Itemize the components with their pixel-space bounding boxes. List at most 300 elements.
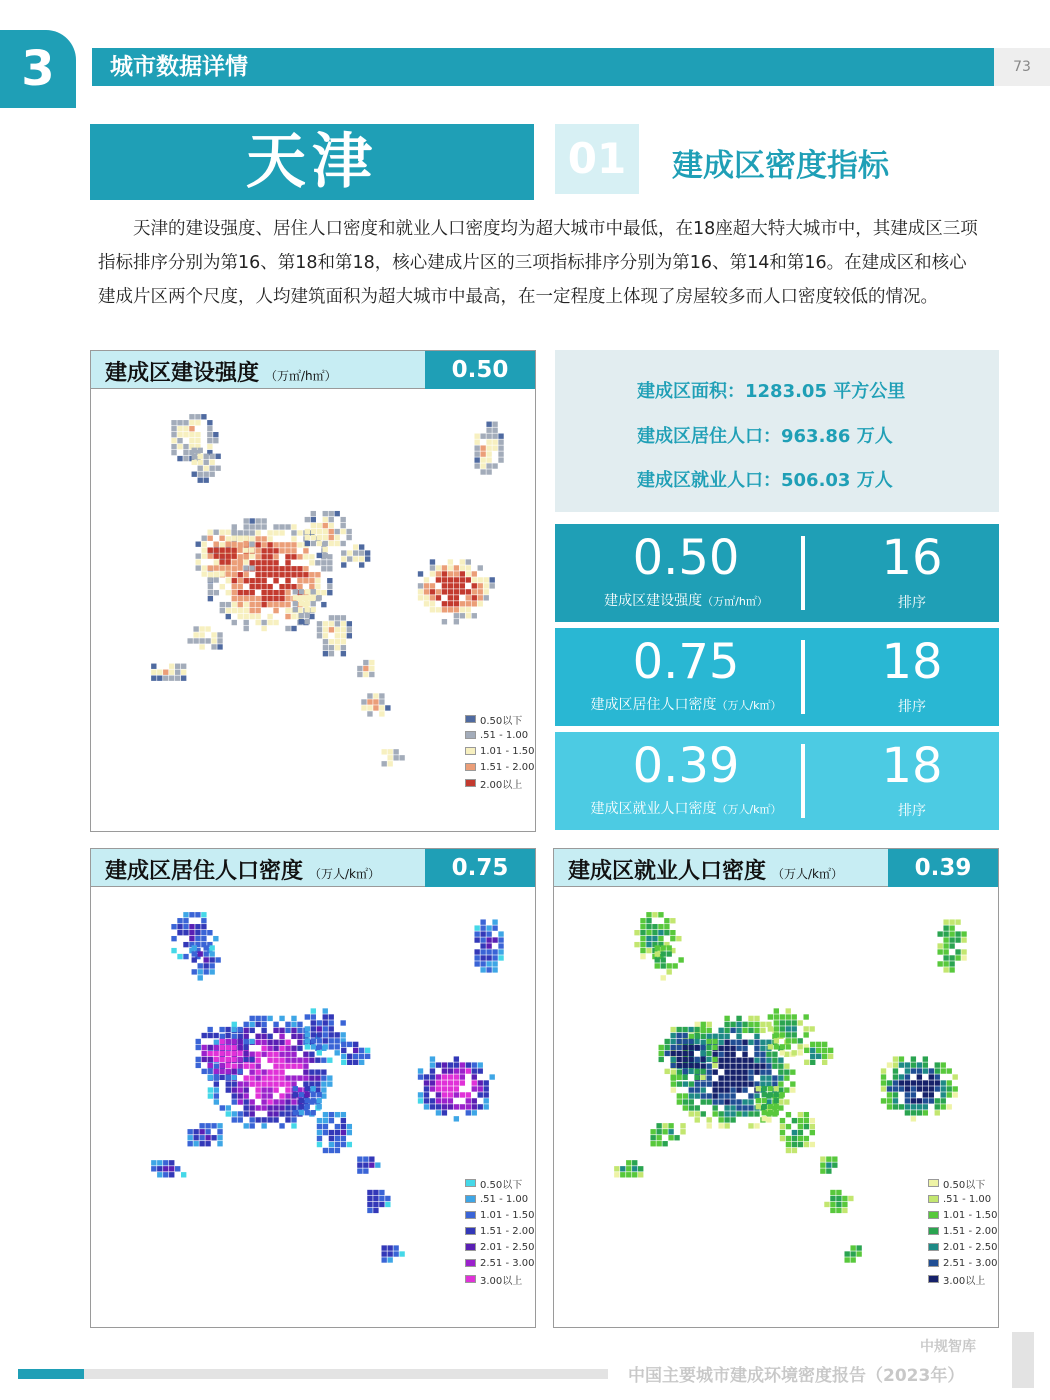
stat-rank-label: 排序 bbox=[898, 699, 926, 715]
legend-label: 1.51 - 2.00 bbox=[943, 1225, 998, 1237]
map-cell bbox=[730, 1052, 735, 1057]
map-cell bbox=[736, 1040, 741, 1045]
map-cell bbox=[196, 542, 201, 547]
map-cell bbox=[232, 1117, 237, 1122]
map-cell bbox=[183, 420, 188, 425]
map-cell bbox=[203, 963, 208, 968]
map-cell bbox=[151, 670, 156, 675]
map-cell bbox=[199, 644, 204, 649]
map-cell bbox=[315, 1081, 320, 1086]
map-cell bbox=[754, 1040, 759, 1045]
map-cell bbox=[231, 1027, 236, 1032]
map-cell bbox=[887, 1080, 892, 1085]
map-cell bbox=[291, 530, 296, 535]
map-cell bbox=[695, 1081, 700, 1086]
map-cell bbox=[341, 651, 346, 656]
map-cell bbox=[309, 1058, 314, 1063]
map-cell bbox=[937, 961, 942, 966]
map-cell bbox=[198, 466, 203, 471]
map-cell bbox=[309, 572, 314, 577]
map-cell bbox=[486, 925, 491, 930]
map-cell bbox=[952, 1086, 957, 1091]
map-cell bbox=[490, 583, 495, 588]
map-cell bbox=[363, 666, 368, 671]
map-cell bbox=[327, 566, 332, 571]
map-cell bbox=[701, 1063, 706, 1068]
map-cell bbox=[273, 542, 278, 547]
map-cell bbox=[237, 1051, 242, 1056]
map-cell bbox=[899, 1074, 904, 1079]
map-cell bbox=[238, 614, 243, 619]
map-cell bbox=[321, 1058, 326, 1063]
map-cell bbox=[196, 1039, 201, 1044]
map-cell bbox=[238, 554, 243, 559]
map-cell bbox=[917, 1098, 922, 1103]
map-cell bbox=[303, 548, 308, 553]
map-cell bbox=[784, 1052, 789, 1057]
map-cell bbox=[830, 1190, 835, 1195]
legend-swatch bbox=[928, 1275, 939, 1283]
map-cell bbox=[670, 1033, 675, 1038]
map-cell bbox=[379, 1202, 384, 1207]
map-cell bbox=[315, 572, 320, 577]
panel-unit: （万人/k㎡） bbox=[772, 867, 844, 881]
map-cell bbox=[238, 596, 243, 601]
map-cell bbox=[472, 613, 477, 618]
legend-swatch bbox=[465, 1275, 476, 1283]
map-cell bbox=[418, 1074, 423, 1079]
map-cell bbox=[238, 530, 243, 535]
map-cell bbox=[317, 523, 322, 528]
map-cell bbox=[798, 1044, 803, 1049]
map-cell bbox=[273, 554, 278, 559]
legend-label: .51 - 1.00 bbox=[943, 1193, 992, 1205]
map-cell bbox=[430, 571, 435, 576]
map-cell bbox=[244, 602, 249, 607]
map-cell bbox=[183, 954, 188, 959]
map-cell bbox=[183, 924, 188, 929]
map-cell bbox=[267, 536, 272, 541]
map-cell bbox=[359, 1054, 364, 1059]
map-cell bbox=[315, 1075, 320, 1080]
map-cell bbox=[822, 1048, 827, 1053]
map-cell bbox=[436, 565, 441, 570]
map-cell bbox=[305, 1086, 310, 1091]
map-cell bbox=[842, 1208, 847, 1213]
map-cell bbox=[196, 1063, 201, 1068]
map-cell bbox=[893, 1086, 898, 1091]
map-cell bbox=[255, 548, 260, 553]
map-cell bbox=[317, 1026, 322, 1031]
map-cell bbox=[472, 1074, 477, 1079]
stat-value: 0.50 bbox=[632, 530, 740, 586]
map-cell bbox=[261, 596, 266, 601]
map-cell bbox=[311, 1038, 316, 1043]
map-cell bbox=[231, 1075, 236, 1080]
map-cell bbox=[238, 1111, 243, 1116]
map-cell bbox=[299, 1104, 304, 1109]
map-cell bbox=[399, 1251, 404, 1256]
map-cell bbox=[215, 466, 220, 471]
map-cell bbox=[718, 1040, 723, 1045]
map-cell bbox=[299, 613, 304, 618]
map-cell bbox=[803, 1014, 808, 1019]
map-cell bbox=[498, 457, 503, 462]
map-cell bbox=[786, 1124, 791, 1129]
map-cell bbox=[379, 705, 384, 710]
map-cell bbox=[303, 1058, 308, 1063]
map-cell bbox=[202, 547, 207, 552]
map-cell bbox=[486, 445, 491, 450]
map-cell bbox=[436, 1074, 441, 1079]
map-cell bbox=[238, 578, 243, 583]
map-cell bbox=[209, 969, 214, 974]
map-cell bbox=[822, 1042, 827, 1047]
map-cell bbox=[688, 1039, 693, 1044]
legend-label: .51 - 1.00 bbox=[480, 729, 529, 741]
map-cell bbox=[492, 433, 497, 438]
map-cell bbox=[311, 523, 316, 528]
map-cell bbox=[786, 1142, 791, 1147]
map-cell bbox=[323, 541, 328, 546]
map-cell bbox=[267, 1111, 272, 1116]
map-cell bbox=[486, 931, 491, 936]
map-cell bbox=[943, 931, 948, 936]
map-cell bbox=[213, 1045, 218, 1050]
legend-swatch bbox=[928, 1179, 939, 1187]
map-cell bbox=[232, 1034, 237, 1039]
map-cell bbox=[171, 924, 176, 929]
map-cell bbox=[780, 1032, 785, 1037]
map-cell bbox=[261, 1046, 266, 1051]
map-cell bbox=[279, 1063, 284, 1068]
map-cell bbox=[232, 1063, 237, 1068]
map-cell bbox=[498, 937, 503, 942]
map-cell bbox=[652, 936, 657, 941]
map-cell bbox=[448, 595, 453, 600]
map-cell bbox=[792, 1136, 797, 1141]
map-cell bbox=[261, 626, 266, 631]
map-cell bbox=[778, 1063, 783, 1068]
map-cell bbox=[273, 1075, 278, 1080]
map-cell bbox=[418, 1092, 423, 1097]
map-cell bbox=[195, 414, 200, 419]
map-cell bbox=[267, 1105, 272, 1110]
map-cell bbox=[201, 930, 206, 935]
map-cell bbox=[724, 1093, 729, 1098]
map-cell bbox=[219, 1063, 224, 1068]
map-cell bbox=[317, 627, 322, 632]
map-cell bbox=[430, 1068, 435, 1073]
map-cell bbox=[273, 1081, 278, 1086]
map-cell bbox=[202, 571, 207, 576]
map-cell bbox=[335, 1044, 340, 1049]
map-cell bbox=[279, 542, 284, 547]
map-cell bbox=[199, 1135, 204, 1140]
map-cell bbox=[279, 566, 284, 571]
map-cell bbox=[893, 1098, 898, 1103]
map-cell bbox=[291, 1099, 296, 1104]
map-cell bbox=[192, 969, 197, 974]
map-cell bbox=[317, 1038, 322, 1043]
built-area: 建成区面积：1283.05 平方公里 bbox=[637, 381, 906, 402]
map-cell bbox=[226, 614, 231, 619]
map-cell bbox=[460, 1104, 465, 1109]
map-cell bbox=[492, 949, 497, 954]
map-cell bbox=[742, 1022, 747, 1027]
map-cell bbox=[171, 432, 176, 437]
map-cell bbox=[311, 1086, 316, 1091]
map-cell bbox=[929, 1080, 934, 1085]
map-cell bbox=[285, 1105, 290, 1110]
panel-value: 0.50 bbox=[425, 351, 535, 389]
map-cell bbox=[357, 1168, 362, 1173]
map-cell bbox=[187, 1141, 192, 1146]
map-cell bbox=[311, 601, 316, 606]
map-cell bbox=[323, 639, 328, 644]
map-cell bbox=[273, 1117, 278, 1122]
map-cell bbox=[949, 961, 954, 966]
map-cell bbox=[293, 595, 298, 600]
map-cell bbox=[205, 1123, 210, 1128]
map-cell bbox=[225, 547, 230, 552]
map-cell bbox=[436, 1092, 441, 1097]
map-cell bbox=[680, 1123, 685, 1128]
map-cell bbox=[202, 553, 207, 558]
map-cell bbox=[460, 577, 465, 582]
map-cell bbox=[730, 1111, 735, 1116]
map-cell bbox=[784, 1063, 789, 1068]
map-cell bbox=[454, 1104, 459, 1109]
map-cell bbox=[947, 1080, 952, 1085]
map-cell bbox=[329, 535, 334, 540]
map-cell bbox=[893, 1080, 898, 1085]
map-cell bbox=[905, 1092, 910, 1097]
map-cell bbox=[742, 1052, 747, 1057]
map-cell bbox=[238, 1093, 243, 1098]
map-cell bbox=[267, 584, 272, 589]
stat-employment bbox=[555, 732, 999, 830]
map-cell bbox=[682, 1063, 687, 1068]
map-cell bbox=[949, 919, 954, 924]
map-cell bbox=[238, 584, 243, 589]
map-cell bbox=[474, 463, 479, 468]
map-cell bbox=[955, 955, 960, 960]
map-cell bbox=[436, 595, 441, 600]
map-cell bbox=[792, 1118, 797, 1123]
map-cell bbox=[323, 1044, 328, 1049]
map-cell bbox=[317, 1130, 322, 1135]
map-cell bbox=[323, 627, 328, 632]
map-cell bbox=[695, 1022, 700, 1027]
map-cell bbox=[367, 1190, 372, 1195]
map-cell bbox=[768, 1104, 773, 1109]
map-cell bbox=[478, 595, 483, 600]
map-cell bbox=[947, 1092, 952, 1097]
map-cell bbox=[899, 1080, 904, 1085]
map-cell bbox=[151, 664, 156, 669]
map-cell bbox=[261, 1105, 266, 1110]
map-cell bbox=[255, 524, 260, 529]
map-cell bbox=[784, 1099, 789, 1104]
map-cell bbox=[424, 601, 429, 606]
map-cell bbox=[198, 477, 203, 482]
map-cell bbox=[273, 608, 278, 613]
map-cell bbox=[157, 676, 162, 681]
map-cell bbox=[790, 1087, 795, 1092]
map-cell bbox=[273, 1099, 278, 1104]
legend-swatch bbox=[465, 1259, 476, 1267]
map-cell bbox=[209, 472, 214, 477]
legend-swatch bbox=[928, 1211, 939, 1219]
map-cell bbox=[353, 556, 358, 561]
map-cell bbox=[323, 645, 328, 650]
map-cell bbox=[243, 536, 248, 541]
stat-rank: 18 bbox=[881, 738, 943, 794]
map-cell bbox=[754, 1093, 759, 1098]
map-cell bbox=[387, 1251, 392, 1256]
map-cell bbox=[718, 1052, 723, 1057]
map-cell bbox=[836, 1196, 841, 1201]
map-cell bbox=[486, 469, 491, 474]
map-cell bbox=[724, 1046, 729, 1051]
map-cell bbox=[387, 1245, 392, 1250]
map-cell bbox=[249, 1081, 254, 1086]
map-cell bbox=[255, 536, 260, 541]
map-cell bbox=[243, 1039, 248, 1044]
map-cell bbox=[255, 1016, 260, 1021]
map-cell bbox=[774, 1098, 779, 1103]
map-cell bbox=[626, 1160, 631, 1165]
map-cell bbox=[442, 571, 447, 576]
legend-label: 3.00以上 bbox=[943, 1275, 986, 1287]
map-cell bbox=[712, 1057, 717, 1062]
map-cell bbox=[830, 1208, 835, 1213]
map-cell bbox=[213, 542, 218, 547]
map-cell bbox=[460, 601, 465, 606]
map-cell bbox=[707, 1034, 712, 1039]
map-cell bbox=[707, 1063, 712, 1068]
map-cell bbox=[700, 1051, 705, 1056]
map-cell bbox=[620, 1172, 625, 1177]
map-cell bbox=[478, 1086, 483, 1091]
map-cell bbox=[724, 1075, 729, 1080]
map-cell bbox=[187, 1135, 192, 1140]
map-cell bbox=[436, 1086, 441, 1091]
map-cell bbox=[478, 1104, 483, 1109]
stat-label: 建成区就业人口密度（万人/k㎡） bbox=[590, 801, 782, 817]
map-cell bbox=[199, 626, 204, 631]
map-cell bbox=[207, 547, 212, 552]
map-cell bbox=[217, 1135, 222, 1140]
map-cell bbox=[285, 1028, 290, 1033]
map-cell bbox=[442, 1104, 447, 1109]
map-cell bbox=[367, 1196, 372, 1201]
map-cell bbox=[226, 602, 231, 607]
map-cell bbox=[905, 1080, 910, 1085]
map-cell bbox=[887, 1086, 892, 1091]
map-cell bbox=[454, 613, 459, 618]
map-cell bbox=[315, 1087, 320, 1092]
map-cell bbox=[478, 601, 483, 606]
map-cell bbox=[955, 931, 960, 936]
map-cell bbox=[676, 1027, 681, 1032]
map-cell bbox=[285, 1075, 290, 1080]
map-cell bbox=[742, 1087, 747, 1092]
map-cell bbox=[255, 554, 260, 559]
map-cell bbox=[327, 584, 332, 589]
map-cell bbox=[193, 1141, 198, 1146]
map-cell bbox=[442, 1080, 447, 1085]
map-cell bbox=[323, 1014, 328, 1019]
map-cell bbox=[215, 957, 220, 962]
map-cell bbox=[923, 1110, 928, 1115]
map-cell bbox=[225, 1069, 230, 1074]
map-cell bbox=[189, 936, 194, 941]
map-cell bbox=[323, 1038, 328, 1043]
map-cell bbox=[498, 931, 503, 936]
map-cell bbox=[285, 626, 290, 631]
map-cell bbox=[661, 975, 666, 980]
map-cell bbox=[226, 536, 231, 541]
map-cell bbox=[768, 1086, 773, 1091]
map-cell bbox=[273, 1058, 278, 1063]
map-cell bbox=[202, 1045, 207, 1050]
map-cell bbox=[261, 620, 266, 625]
map-cell bbox=[299, 595, 304, 600]
stat-rank-label: 排序 bbox=[898, 803, 926, 819]
map-cell bbox=[261, 1022, 266, 1027]
map-cell bbox=[285, 596, 290, 601]
map-cell bbox=[255, 584, 260, 589]
map-cell bbox=[208, 572, 213, 577]
map-cell bbox=[189, 420, 194, 425]
stat-value: 0.39 bbox=[632, 738, 740, 794]
map-cell bbox=[646, 942, 651, 947]
map-cell bbox=[181, 670, 186, 675]
map-cell bbox=[899, 1104, 904, 1109]
map-cell bbox=[798, 1112, 803, 1117]
map-cell bbox=[255, 1093, 260, 1098]
map-cell bbox=[327, 1081, 332, 1086]
map-cell bbox=[238, 590, 243, 595]
map-cell bbox=[472, 1098, 477, 1103]
map-cell bbox=[677, 1069, 682, 1074]
map-cell bbox=[486, 433, 491, 438]
stat-value: 0.75 bbox=[632, 634, 740, 690]
map-cell bbox=[836, 1202, 841, 1207]
map-cell bbox=[244, 1028, 249, 1033]
map-cell bbox=[700, 1045, 705, 1050]
map-cell bbox=[207, 577, 212, 582]
map-cell bbox=[226, 1105, 231, 1110]
map-cell bbox=[213, 432, 218, 437]
map-cell bbox=[341, 1112, 346, 1117]
map-cell bbox=[760, 1040, 765, 1045]
map-cell bbox=[311, 1110, 316, 1115]
map-cell bbox=[917, 1068, 922, 1073]
map-cell bbox=[730, 1040, 735, 1045]
map-cell bbox=[244, 596, 249, 601]
map-cell bbox=[736, 1016, 741, 1021]
map-cell bbox=[238, 1117, 243, 1122]
legend-item bbox=[928, 1175, 998, 1191]
map-cell bbox=[329, 529, 334, 534]
map-cell bbox=[183, 426, 188, 431]
map-cell bbox=[213, 530, 218, 535]
map-cell bbox=[335, 1130, 340, 1135]
map-cell bbox=[209, 957, 214, 962]
